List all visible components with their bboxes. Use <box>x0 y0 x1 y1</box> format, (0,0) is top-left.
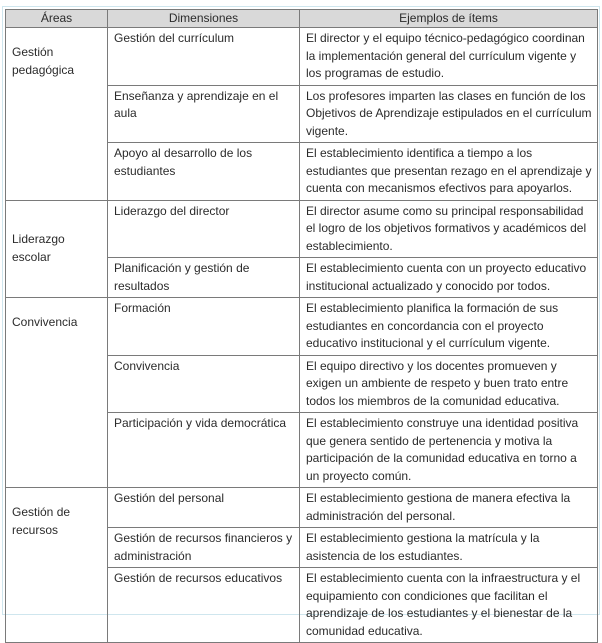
example-cell: El establecimiento construye una identidad positiva que genera sentido de pertenencia y motiva la participación de la comunidad educativa en torno a un proyecto común. <box>300 413 598 488</box>
dimension-cell: Enseñanza y aprendizaje en el aula <box>108 85 300 143</box>
dimension-cell: Convivencia <box>108 355 300 413</box>
dimension-cell: Formación <box>108 298 300 356</box>
dimension-cell: Gestión de recursos financieros y administración <box>108 528 300 568</box>
header-row <box>6 10 598 28</box>
dimension-cell: Gestión del currículum <box>108 28 300 86</box>
area-gestion-pedagogica: Gestión pedagógica <box>6 28 108 201</box>
example-cell: El establecimiento gestiona la matrícula y la asistencia de los estudiantes. <box>300 528 598 568</box>
header-areas: Áreas <box>6 10 108 28</box>
dimension-cell: Gestión del personal <box>108 488 300 528</box>
area-convivencia: Convivencia <box>6 298 108 488</box>
example-cell: El establecimiento planifica la formación de sus estudiantes en concordancia con el proyecto educativo institucional y el currículum vigente. <box>300 298 598 356</box>
area-gestion-recursos: Gestión de recursos <box>6 488 108 643</box>
table-row <box>6 200 598 258</box>
header-ejemplos: Ejemplos de ítems <box>300 10 598 28</box>
example-cell: El establecimiento gestiona de manera efectiva la administración del personal. <box>300 488 598 528</box>
dimension-cell: Apoyo al desarrollo de los estudiantes <box>108 143 300 201</box>
table-frame <box>2 6 600 638</box>
table-row <box>6 28 598 86</box>
table-row <box>6 298 598 356</box>
areas-table <box>5 9 598 643</box>
area-liderazgo-escolar: Liderazgo escolar <box>6 200 108 298</box>
example-cell: El establecimiento cuenta con la infraestructura y el equipamiento con condiciones que facilitan el aprendizaje de los estudiantes y el bienestar de la comunidad educativa. <box>300 568 598 643</box>
example-cell: El equipo directivo y los docentes promueven y exigen un ambiente de respeto y buen trato entre todos los miembros de la comunidad educativa. <box>300 355 598 413</box>
dimension-cell: Planificación y gestión de resultados <box>108 258 300 298</box>
header-dimensiones: Dimensiones <box>108 10 300 28</box>
dimension-cell: Gestión de recursos educativos <box>108 568 300 643</box>
example-cell: El director y el equipo técnico-pedagógico coordinan la implementación general del currículum vigente y los programas de estudio. <box>300 28 598 86</box>
example-cell: El establecimiento identifica a tiempo a los estudiantes que presentan rezago en el aprendizaje y cuenta con mecanismos efectivos para apoyarlos. <box>300 143 598 201</box>
dimension-cell: Participación y vida democrática <box>108 413 300 488</box>
example-cell: Los profesores imparten las clases en función de los Objetivos de Aprendizaje estipulados en el currículum vigente. <box>300 85 598 143</box>
dimension-cell: Liderazgo del director <box>108 200 300 258</box>
example-cell: El establecimiento cuenta con un proyecto educativo institucional actualizado y conocido por todos. <box>300 258 598 298</box>
example-cell: El director asume como su principal responsabilidad el logro de los objetivos formativos y académicos del establecimiento. <box>300 200 598 258</box>
table-row <box>6 488 598 528</box>
